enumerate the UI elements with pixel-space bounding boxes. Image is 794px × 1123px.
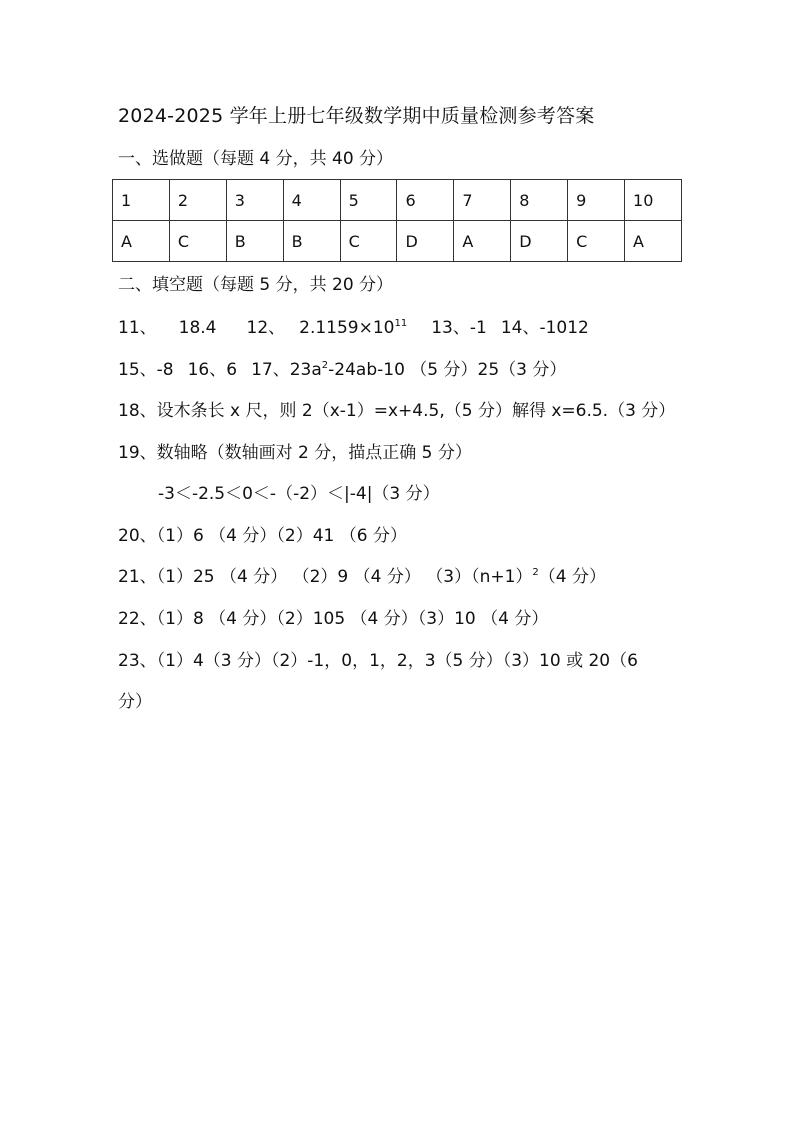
- q15-label: 15、: [118, 360, 157, 380]
- table-cell-answer: C: [169, 221, 226, 262]
- q14-label: 14、: [500, 318, 540, 338]
- table-row-numbers: [113, 180, 682, 221]
- table-cell-number: 4: [283, 180, 340, 221]
- table-cell-number: 6: [397, 180, 454, 221]
- q13-label: 13、: [431, 318, 470, 338]
- table-cell-number: 2: [169, 180, 226, 221]
- table-cell-number: 5: [340, 180, 397, 221]
- page-title: 2024-2025 学年上册七年级数学期中质量检测参考答案: [118, 105, 595, 127]
- q17-label: 17、: [251, 360, 290, 380]
- table-cell-answer: C: [568, 221, 625, 262]
- table-cell-answer: A: [625, 221, 682, 262]
- table-cell-number: 3: [226, 180, 283, 221]
- answer-line-18: 18、设木条长 x 尺，则 2（x-1）=x+4.5,（5 分）解得 x=6.5.（3 分）: [118, 401, 676, 421]
- q21-exponent: 2: [532, 567, 539, 578]
- table-cell-number: 1: [113, 180, 170, 221]
- answer-line-15-17: [118, 358, 566, 382]
- q15-value: -8: [156, 360, 174, 380]
- q12-value-base: 2.1159×10: [299, 318, 395, 338]
- table-cell-answer: B: [226, 221, 283, 262]
- table-cell-answer: B: [283, 221, 340, 262]
- table-cell-answer: D: [397, 221, 454, 262]
- table-cell-answer: C: [340, 221, 397, 262]
- q17-value-b: -24ab-10 （5 分）25（3 分）: [328, 360, 567, 380]
- table-row-answers: [113, 221, 682, 262]
- q12-value: [299, 318, 407, 338]
- table-cell-answer: D: [511, 221, 568, 262]
- q14-value: -1012: [539, 318, 589, 338]
- q11-value: 18.4: [178, 318, 217, 338]
- answer-line-22: 22、（1）8 （4 分）（2）105 （4 分）（3）10 （4 分）: [118, 609, 549, 629]
- answer-line-23-continued: 分）: [118, 692, 152, 712]
- answer-line-23: 23、（1）4（3 分）（2）-1，0，1，2，3（5 分）（3）10 或 20（6: [118, 651, 638, 671]
- answer-line-11-14: [118, 316, 589, 340]
- table-cell-answer: A: [454, 221, 511, 262]
- q16-label: 16、: [187, 360, 227, 380]
- answer-line-19-inequality: -3＜-2.5＜0＜-（-2）＜|-4|（3 分）: [158, 484, 440, 504]
- table-cell-answer: A: [113, 221, 170, 262]
- q16-value: 6: [226, 360, 238, 380]
- table-cell-number: 9: [568, 180, 625, 221]
- q12-value-exponent: 11: [394, 318, 408, 329]
- table-cell-number: 8: [511, 180, 568, 221]
- q12-label: 12、: [246, 318, 286, 338]
- section-1-heading: 一、选做题（每题 4 分，共 40 分）: [118, 149, 394, 169]
- q11-label: 11、: [118, 318, 157, 338]
- table-cell-number: 7: [454, 180, 511, 221]
- answer-line-21: [118, 565, 606, 589]
- q17-value-a: 23a: [289, 360, 322, 380]
- choice-answer-table: [112, 179, 682, 262]
- section-2-heading: 二、填空题（每题 5 分，共 20 分）: [118, 275, 394, 295]
- q21-text-a: 21、（1）25 （4 分） （2）9 （4 分） （3）（n+1）: [118, 567, 533, 587]
- answer-line-20: 20、（1）6 （4 分）（2）41 （6 分）: [118, 526, 407, 546]
- table-cell-number: 10: [625, 180, 682, 221]
- q21-text-b: （4 分）: [538, 567, 607, 587]
- q17-value-exponent: 2: [321, 360, 329, 371]
- q13-value: -1: [469, 318, 487, 338]
- answer-line-19: 19、数轴略（数轴画对 2 分，描点正确 5 分）: [118, 443, 472, 463]
